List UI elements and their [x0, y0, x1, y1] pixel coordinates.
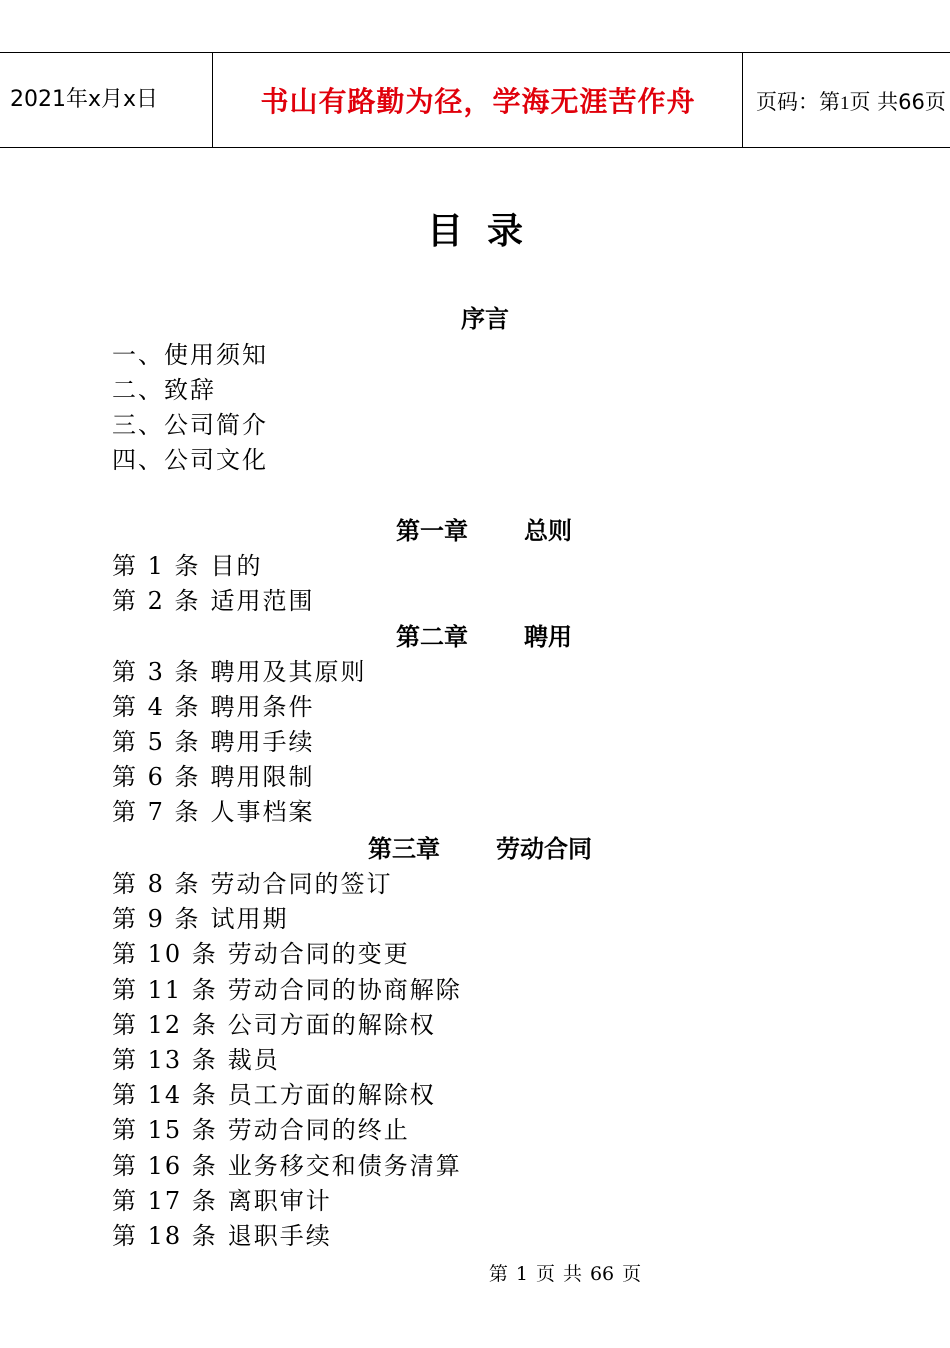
footer-text: 页 [622, 1263, 642, 1285]
footer-text: 共 [562, 1263, 582, 1285]
article-number: 第 16 条 [112, 1152, 218, 1180]
footer-page-total: 66 [589, 1263, 615, 1285]
article-title: 劳动合同的终止 [227, 1116, 410, 1144]
article-title: 劳动合同的签订 [210, 870, 393, 898]
toc-entry[interactable]: 一、使用须知 [112, 341, 268, 369]
chapter-number: 第二章 [396, 623, 468, 651]
toc-entry[interactable] [112, 1146, 462, 1181]
header-motto: 书山有路勤为径，学海无涯苦作舟 [260, 85, 696, 118]
footer-page-num: 1 [515, 1263, 528, 1285]
toc-entry[interactable]: 四、公司文化 [112, 446, 268, 474]
toc-entry[interactable] [112, 899, 289, 934]
article-title: 退职手续 [227, 1222, 332, 1250]
page-title: 目录 [426, 211, 547, 252]
article-title: 聘用手续 [210, 728, 315, 756]
article-number: 第 5 条 [112, 728, 201, 756]
article-number: 第 10 条 [112, 940, 218, 968]
article-number: 第 7 条 [112, 798, 201, 826]
article-number: 第 2 条 [112, 587, 201, 615]
toc-entry[interactable] [112, 581, 315, 616]
article-number: 第 18 条 [112, 1222, 218, 1250]
article-number: 第 17 条 [112, 1187, 218, 1215]
article-title: 公司方面的解除权 [227, 1011, 436, 1039]
toc-entry[interactable] [112, 722, 315, 757]
toc-entry[interactable] [112, 757, 315, 792]
chapter-heading [368, 829, 592, 864]
footer-text: 页 [535, 1263, 555, 1285]
article-number: 第 6 条 [112, 763, 201, 791]
article-title: 聘用及其原则 [210, 658, 367, 686]
toc-entry[interactable] [112, 687, 315, 722]
header-date: 2021年x月x日 [10, 87, 159, 112]
toc-entry[interactable] [112, 864, 393, 899]
toc-entry[interactable]: 二、致辞 [112, 376, 216, 404]
preface-heading: 序言 [461, 305, 509, 333]
article-number: 第 8 条 [112, 870, 201, 898]
article-number: 第 3 条 [112, 658, 201, 686]
header-divider [212, 52, 213, 148]
toc-entry[interactable] [112, 934, 410, 969]
article-title: 劳动合同的协商解除 [227, 976, 462, 1004]
chapter-number: 第一章 [396, 517, 468, 545]
header-page-num: 1 [840, 93, 850, 114]
article-number: 第 1 条 [112, 552, 201, 580]
article-number: 第 14 条 [112, 1081, 218, 1109]
toc-entry[interactable] [112, 792, 315, 827]
toc-entry[interactable] [112, 1005, 436, 1040]
article-title: 人事档案 [210, 798, 315, 826]
article-number: 第 13 条 [112, 1046, 218, 1074]
toc-entry[interactable] [112, 1040, 280, 1075]
article-title: 目的 [210, 552, 263, 580]
chapter-name: 聘用 [524, 623, 572, 651]
article-title: 聘用限制 [210, 763, 315, 791]
article-number: 第 9 条 [112, 905, 201, 933]
chapter-heading [396, 617, 572, 652]
toc-entry[interactable] [112, 1075, 436, 1110]
page-header [0, 52, 950, 148]
article-title: 聘用条件 [210, 693, 315, 721]
article-title: 试用期 [210, 905, 289, 933]
chapter-number: 第三章 [368, 835, 440, 863]
toc-entry[interactable] [112, 652, 367, 687]
article-title: 劳动合同的变更 [227, 940, 410, 968]
article-number: 第 4 条 [112, 693, 201, 721]
article-title: 业务移交和债务清算 [227, 1152, 462, 1180]
chapter-name: 总则 [524, 517, 572, 545]
header-divider [742, 52, 743, 148]
chapter-heading [396, 511, 572, 546]
toc-entry[interactable] [112, 546, 263, 581]
article-number: 第 11 条 [112, 976, 218, 1004]
article-number: 第 15 条 [112, 1116, 218, 1144]
article-title: 员工方面的解除权 [227, 1081, 436, 1109]
page-footer [0, 1259, 950, 1286]
toc-entry[interactable] [112, 1216, 332, 1251]
article-title: 离职审计 [227, 1187, 332, 1215]
toc-entry[interactable] [112, 970, 462, 1005]
chapter-name: 劳动合同 [496, 835, 592, 863]
toc-entry[interactable]: 三、公司简介 [112, 411, 268, 439]
article-number: 第 12 条 [112, 1011, 218, 1039]
header-page-total: 页 共66页 [849, 90, 946, 114]
toc-entry[interactable] [112, 1181, 332, 1216]
article-title: 裁员 [227, 1046, 280, 1074]
toc-entry[interactable] [112, 1110, 410, 1145]
article-title: 适用范围 [210, 587, 315, 615]
header-page-label: 页码：第 [756, 90, 840, 114]
header-page-number [756, 52, 950, 148]
footer-text: 第 [488, 1263, 508, 1285]
